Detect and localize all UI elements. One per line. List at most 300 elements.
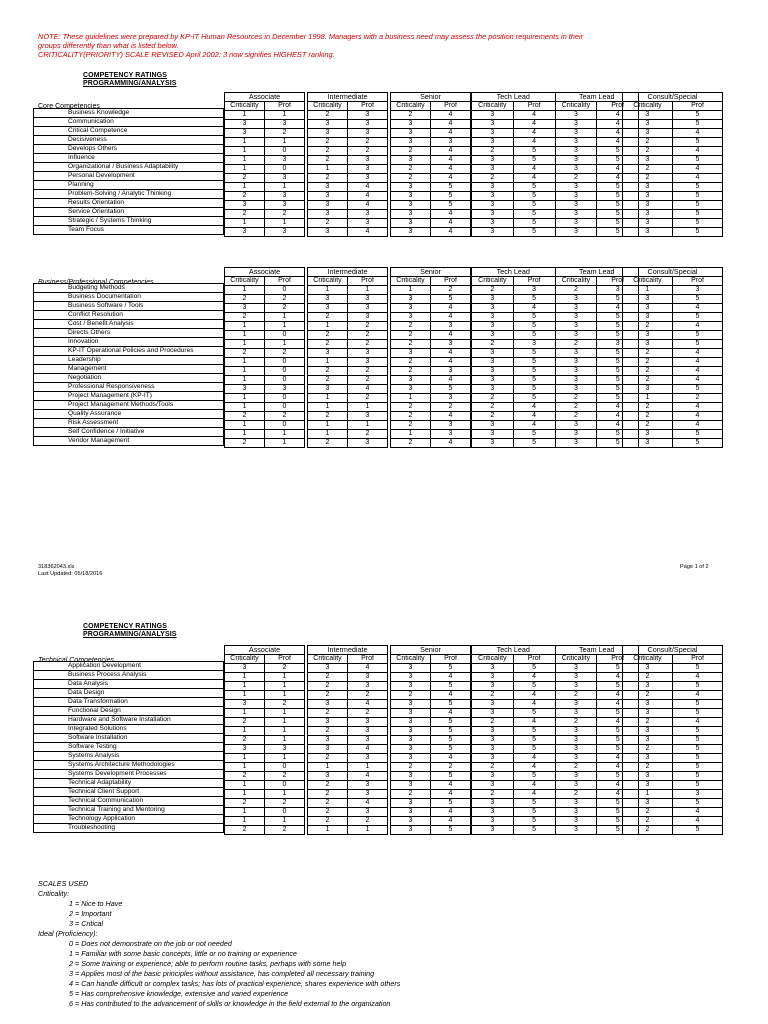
prof-value: 5 [513,430,555,439]
section-label-business: Business/Professional Competencies [38,279,154,286]
prof-value: 4 [431,691,471,700]
prof-value: 3 [348,781,388,790]
criticality-value: 3 [391,304,431,313]
criticality-value: 3 [555,201,597,210]
criticality-value: 2 [472,691,514,700]
table-row [308,664,388,673]
criticality-value: 2 [308,111,348,120]
criticality-value: 2 [472,147,514,156]
prof-value: 5 [431,385,471,394]
prof-value: 3 [348,111,388,120]
prof-value: 4 [597,129,639,138]
prof-value: 3 [265,201,305,210]
prof-value: 5 [513,826,555,835]
criticality-value: 3 [472,111,514,120]
competency-name: Critical Competence [34,127,224,136]
ideal-6: 6 = Has contributed to the advancement of skills or knowledge in the field external to the organization [69,999,391,1008]
criticality-header: Criticality [225,102,265,111]
header-spacer-cell [34,645,224,653]
table-row [34,226,224,235]
ideal-1: 1 = Familiar with some basic concepts, little or no training or experience [69,949,297,958]
criticality-value: 3 [391,700,431,709]
criticality-value: 1 [225,781,265,790]
table-row [225,421,305,430]
criticality-value: 3 [555,736,597,745]
prof-value: 3 [513,286,555,295]
criticality-value: 3 [555,421,597,430]
prof-value: 5 [513,817,555,826]
criticality-value: 2 [623,376,673,385]
criticality-value: 2 [308,673,348,682]
prof-value: 5 [597,322,639,331]
prof-value: 4 [348,201,388,210]
table-row [34,190,224,199]
table-row [308,682,388,691]
competency-name: Business Process Analysis [34,671,224,680]
criticality-value: 3 [225,129,265,138]
table-row [34,199,224,208]
table-row [34,707,224,716]
prof-value: 4 [431,111,471,120]
prof-value: 3 [348,358,388,367]
prof-value: 4 [431,817,471,826]
competency-name-column [33,92,224,235]
table-row [308,745,388,754]
criticality-value: 1 [308,403,348,412]
table-row [391,349,471,358]
table-row [225,358,305,367]
table-row [34,338,224,347]
criticality-value: 3 [555,826,597,835]
prof-value: 4 [431,790,471,799]
prof-value: 2 [348,138,388,147]
table-row [623,286,723,295]
prof-value: 3 [265,228,305,237]
prof-value: 5 [673,439,723,448]
sub-header-row [472,277,639,286]
prof-value: 4 [431,709,471,718]
rating-block [307,645,388,835]
competency-name: Leadership [34,356,224,365]
table-row [472,385,639,394]
criticality-value: 2 [623,718,673,727]
criticality-value: 2 [225,826,265,835]
table-row [308,781,388,790]
criticality-value: 3 [555,754,597,763]
competency-name: Budgeting Methods [34,284,224,293]
criticality-value: 3 [308,183,348,192]
prof-value: 5 [673,763,723,772]
table-row [34,761,224,770]
table-row [34,671,224,680]
criticality-value: 2 [308,817,348,826]
prof-value: 3 [348,304,388,313]
criticality-value: 3 [472,727,514,736]
criticality-value: 3 [623,772,673,781]
table-row [308,156,388,165]
prof-value: 1 [265,817,305,826]
prof-value: 4 [513,781,555,790]
prof-value: 5 [513,727,555,736]
criticality-value: 3 [472,192,514,201]
table-row [308,138,388,147]
table-row [472,129,639,138]
prof-value: 4 [431,147,471,156]
criticality-value: 3 [555,165,597,174]
prof-value: 5 [597,367,639,376]
criticality-value: 3 [472,709,514,718]
criticality-value: 3 [623,682,673,691]
criticality-label: Criticality: [38,889,70,898]
prof-value: 3 [431,421,471,430]
header-spacer [34,92,224,100]
competency-name: Project Management Methods/Tools [34,401,224,410]
table-row [34,347,224,356]
prof-value: 4 [597,691,639,700]
table-row [34,172,224,181]
competency-name: Personal Development [34,172,224,181]
criticality-value: 2 [555,174,597,183]
table-row [34,428,224,437]
table-row [472,403,639,412]
criticality-value: 3 [308,210,348,219]
prof-value: 5 [673,219,723,228]
criticality-value: 1 [225,421,265,430]
criticality-value: 3 [623,210,673,219]
competency-name: Management [34,365,224,374]
note-line-1: NOTE: These guidelines were prepared by KP-IT Human Resources in December 1998. Managers with a business need may assess the position requirements in their [38,32,584,41]
criticality-value: 2 [308,376,348,385]
criticality-value: 3 [472,313,514,322]
prof-value: 4 [673,808,723,817]
criticality-value: 2 [308,367,348,376]
table-row [308,376,388,385]
criticality-value: 3 [623,304,673,313]
page-number: Page 1 of 2 [680,564,709,570]
criticality-value: 3 [472,228,514,237]
header-spacer [34,645,224,653]
table-row [623,808,723,817]
competency-name: Technical Communication [34,797,224,806]
prof-value: 5 [431,295,471,304]
prof-value: 1 [348,421,388,430]
criticality-value: 3 [555,745,597,754]
prof-value: 5 [673,430,723,439]
criticality-value: 2 [623,745,673,754]
prof-value: 5 [513,772,555,781]
prof-value: 1 [348,403,388,412]
criticality-header: Criticality [472,102,514,111]
table-row [472,745,639,754]
table-row [308,727,388,736]
criticality-value: 3 [225,120,265,129]
criticality-value: 2 [308,727,348,736]
table-row [391,709,471,718]
table-row [391,754,471,763]
criticality-header: Criticality [308,655,348,664]
prof-value: 5 [513,313,555,322]
criticality-value: 1 [308,286,348,295]
prof-value: 5 [597,228,639,237]
table-row [34,293,224,302]
criticality-value: 1 [225,709,265,718]
criticality-value: 3 [472,201,514,210]
criticality-value: 3 [555,210,597,219]
prof-value: 3 [348,718,388,727]
criticality-value: 3 [308,304,348,313]
prof-value: 4 [513,790,555,799]
rating-block [390,645,471,835]
prof-value: 2 [348,394,388,403]
table-row [34,311,224,320]
table-row [623,817,723,826]
criticality-value: 3 [623,727,673,736]
criticality-value: 3 [555,192,597,201]
table-row [472,219,639,228]
table-row [472,394,639,403]
criticality-value: 3 [623,313,673,322]
rating-block [471,92,639,237]
competency-name-column [33,645,224,833]
note-line-3: CRITICALITY(PRIORITY) SCALE REVISED April 2002: 3 now signifies HIGHEST ranking. [38,50,335,59]
criticality-value: 3 [391,210,431,219]
competency-name: Hardware and Software Installation [34,716,224,725]
prof-value: 2 [265,349,305,358]
prof-value: 4 [597,421,639,430]
table-row [225,781,305,790]
prof-value: 0 [265,781,305,790]
prof-value: 4 [431,331,471,340]
prof-value: 2 [431,403,471,412]
prof-value: 3 [348,165,388,174]
criticality-value: 2 [308,174,348,183]
criticality-value: 2 [555,790,597,799]
prof-value: 4 [348,664,388,673]
criticality-value: 2 [391,790,431,799]
table-row [391,367,471,376]
prof-value: 1 [265,718,305,727]
prof-value: 4 [431,313,471,322]
sub-header-row [623,655,723,664]
criticality-value: 3 [472,120,514,129]
criticality-value: 1 [225,358,265,367]
prof-value: 2 [265,664,305,673]
rating-block [224,92,305,237]
prof-value: 2 [348,376,388,385]
criticality-value: 1 [308,826,348,835]
level-header-row [225,646,305,655]
prof-header: Prof [597,277,639,286]
criticality-value: 3 [623,385,673,394]
prof-value: 3 [265,174,305,183]
criticality-value: 3 [623,664,673,673]
competency-name: Functional Design [34,707,224,716]
table-row [391,304,471,313]
table-row [308,313,388,322]
table-row [391,394,471,403]
prof-value: 5 [597,313,639,322]
prof-value: 5 [597,376,639,385]
prof-value: 1 [348,763,388,772]
criticality-value: 3 [623,781,673,790]
criticality-value: 3 [308,664,348,673]
prof-value: 5 [597,358,639,367]
table-row [391,421,471,430]
criticality-header: Criticality [391,102,431,111]
table-row [308,174,388,183]
criticality-header: Criticality [308,277,348,286]
level-header: Team Lead [555,93,639,102]
table-row [623,781,723,790]
prof-value: 4 [673,147,723,156]
table-row [225,111,305,120]
prof-value: 3 [673,286,723,295]
table-row [225,138,305,147]
criticality-value: 1 [391,430,431,439]
level-header: Associate [225,268,305,277]
table-row [623,673,723,682]
criticality-value: 3 [391,120,431,129]
criticality-value: 3 [623,129,673,138]
table-row [623,799,723,808]
table-row [225,745,305,754]
prof-value: 5 [513,183,555,192]
criticality-value: 3 [391,781,431,790]
prof-value: 5 [513,799,555,808]
prof-value: 4 [348,228,388,237]
competency-name: Data Transformation [34,698,224,707]
header-spacer [34,100,224,109]
prof-value: 5 [513,736,555,745]
prof-value: 5 [673,210,723,219]
criticality-value: 3 [555,147,597,156]
table-row [308,210,388,219]
prof-value: 3 [431,430,471,439]
competency-name: Technical Client Support [34,788,224,797]
table-row [391,772,471,781]
level-header: Tech Lead [472,93,556,102]
rating-block [224,267,305,448]
prof-value: 4 [431,156,471,165]
prof-value: 0 [265,763,305,772]
rating-block [471,645,639,835]
level-header: Consult/Special [623,93,723,102]
criticality-value: 2 [391,165,431,174]
table-row [623,156,723,165]
table-row [472,412,639,421]
prof-value: 4 [597,718,639,727]
competency-name: Team Focus [34,226,224,235]
prof-header: Prof [431,655,471,664]
table-row [34,208,224,217]
competency-name: Technical Adaptability [34,779,224,788]
criticality-value: 2 [472,286,514,295]
prof-value: 2 [348,322,388,331]
criticality-value: 2 [391,340,431,349]
table-row [225,772,305,781]
prof-value: 4 [348,700,388,709]
criticality-value: 2 [308,709,348,718]
criticality-value: 2 [623,349,673,358]
criticality-header: Criticality [623,102,673,111]
level-header: Intermediate [308,646,388,655]
prof-value: 4 [513,174,555,183]
prof-value: 5 [673,156,723,165]
competency-name: Organizational / Business Adaptability [34,163,224,172]
prof-value: 5 [513,322,555,331]
criticality-value: 2 [308,754,348,763]
table-row [623,349,723,358]
criticality-value: 2 [472,340,514,349]
criticality-value: 3 [555,331,597,340]
table-row [623,111,723,120]
prof-value: 4 [348,745,388,754]
prof-value: 4 [348,772,388,781]
sub-header-row [308,102,388,111]
footer-file: 318362043.xls [38,564,75,570]
table-row [308,394,388,403]
prof-value: 5 [513,228,555,237]
table-row [472,664,639,673]
table-row [308,709,388,718]
header-spacer [34,275,224,284]
table-row [225,183,305,192]
table-row [34,154,224,163]
criticality-value: 3 [623,439,673,448]
criticality-value: 1 [225,219,265,228]
prof-value: 0 [265,331,305,340]
table-row [308,358,388,367]
table-row [308,367,388,376]
criticality-value: 2 [472,403,514,412]
criticality-header: Criticality [472,277,514,286]
criticality-header: Criticality [225,277,265,286]
table-row [225,367,305,376]
criticality-value: 3 [555,664,597,673]
table-row [391,673,471,682]
prof-value: 4 [431,349,471,358]
criticality-value: 3 [472,322,514,331]
prof-value: 4 [597,700,639,709]
prof-value: 2 [265,799,305,808]
table-row [391,799,471,808]
criticality-value: 2 [391,322,431,331]
table-row [391,138,471,147]
table-row [472,421,639,430]
sub-header-row [308,655,388,664]
table-row [225,385,305,394]
criticality-value: 2 [225,192,265,201]
table-row [391,340,471,349]
table-row [623,358,723,367]
table-row [391,111,471,120]
title2-line-1: COMPETENCY RATINGS [83,623,167,630]
table-row [34,401,224,410]
prof-value: 4 [673,376,723,385]
criticality-value: 1 [308,421,348,430]
criticality-2: 2 = Important [69,909,112,918]
table-row [472,790,639,799]
criticality-value: 3 [555,295,597,304]
header-spacer-cell [34,267,224,275]
table-row [623,304,723,313]
table-row [391,700,471,709]
table-row [623,201,723,210]
prof-value: 5 [431,826,471,835]
prof-value: 1 [265,340,305,349]
table-row [308,718,388,727]
criticality-value: 2 [472,394,514,403]
